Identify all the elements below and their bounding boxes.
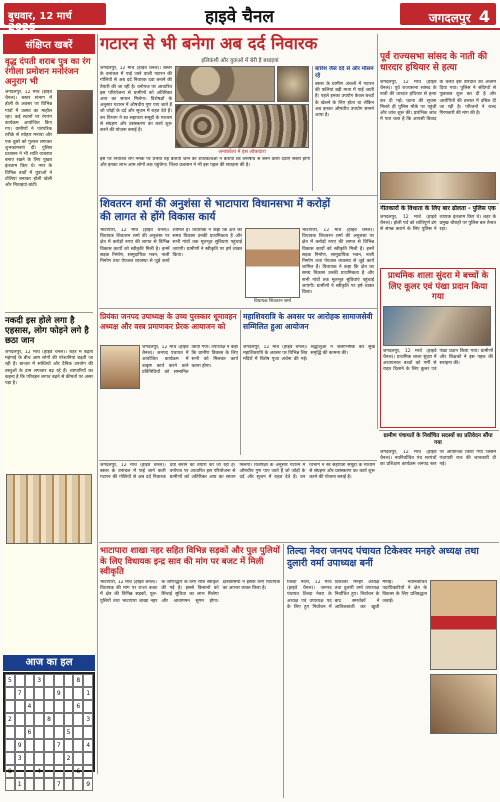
sudoku-cell bbox=[15, 726, 25, 739]
sudoku-cell bbox=[54, 674, 64, 687]
sudoku-cell: 7 bbox=[54, 778, 64, 791]
sudoku-cell bbox=[44, 674, 54, 687]
school-photo bbox=[383, 306, 491, 346]
section-title: संक्षिप्त खबरें bbox=[3, 34, 95, 54]
sudoku-cell: 5 bbox=[64, 726, 74, 739]
sudoku-cell: 8 bbox=[73, 674, 83, 687]
sudoku-cell bbox=[73, 713, 83, 726]
right-headline: पूर्व राज्यसभा सांसद के नाती की धारदार हथियार से हत्या bbox=[380, 52, 488, 73]
masthead bbox=[0, 0, 500, 33]
puzzle-title: आज का हल bbox=[3, 655, 95, 671]
sudoku-cell bbox=[25, 765, 35, 778]
sudoku-cell bbox=[44, 726, 54, 739]
brief-photo-1 bbox=[57, 90, 93, 134]
lead-sidebar-body: बस्तर के ग्रामीण अंचलों में गटारन की फलियां बड़ी मात्रा में पाई जाती हैं। पहले इनका उपयोग केवल बच्चों के खेलने के लिए होता था लेकिन अब इनका औषधीय उपयोग सामने आया है। bbox=[315, 82, 374, 119]
sudoku-cell bbox=[54, 713, 64, 726]
sudoku-cell bbox=[64, 700, 74, 713]
brief-photo-2 bbox=[6, 474, 92, 544]
left-column bbox=[3, 34, 95, 724]
sudoku-cell bbox=[54, 752, 64, 765]
bottom-b-headline: तिल्दा नेवरा जनपद पंचायत टिकेश्वर मनहरे अध्यक्ष तथा दुलारी वर्मा उपाध्यक्ष बनीं bbox=[287, 546, 479, 569]
sudoku-cell bbox=[64, 765, 74, 778]
sudoku-cell: 4 bbox=[83, 739, 93, 752]
sudoku-cell bbox=[83, 674, 93, 687]
bottom-b-photo-2 bbox=[430, 674, 497, 734]
sudoku-cell bbox=[34, 726, 44, 739]
sudoku-cell: 6 bbox=[25, 726, 35, 739]
sudoku-cell bbox=[44, 700, 54, 713]
sudoku-cell bbox=[64, 713, 74, 726]
sudoku-cell bbox=[5, 739, 15, 752]
mid-photo bbox=[245, 228, 300, 298]
lead-body-2: इस पर नियंत्रित रोग नमक पर प्रभाव यह बताया जाने की शोधकर्ताओं ने बताया कि वनौषधि से बनने वाली दवाएं सस्ती होंगी और इनका लाभ आम लोगों तक पहुंचेगा। जिला प्रशासन ने भी इस पहल की सराहना की है। bbox=[100, 157, 310, 169]
school-story-box bbox=[380, 268, 496, 428]
sudoku-cell bbox=[73, 726, 83, 739]
sudoku-cell bbox=[25, 687, 35, 700]
sudoku-cell bbox=[25, 713, 35, 726]
row3-b-body: जगदलपुर, 12 मार्च (हाइवे चैनल)। महाशिवरात्रि के अवसर पर विभिन्न शिव मंदिरों में विशेष पूजा अर्चना की गई। श्रद्धालुओं ने जलाभिषेक कर सुख समृद्धि की कामना की। bbox=[243, 345, 375, 363]
sudoku-cell bbox=[83, 765, 93, 778]
sudoku-cell bbox=[64, 674, 74, 687]
mid-photo-caption: विधायक शिवतरन शर्मा bbox=[253, 299, 292, 304]
sudoku-cell bbox=[34, 687, 44, 700]
sudoku-cell bbox=[15, 674, 25, 687]
sudoku-cell: 7 bbox=[54, 739, 64, 752]
sudoku-cell bbox=[64, 739, 74, 752]
bottom-b-photo bbox=[430, 580, 497, 670]
sudoku-cell: 2 bbox=[64, 752, 74, 765]
lead-kicker: इलिकंशी और युवाओं में बेरी है बधाइयां bbox=[201, 58, 279, 64]
sudoku-cell bbox=[34, 700, 44, 713]
city-banner bbox=[400, 3, 496, 25]
bottom-a-headline: भाटापारा शाखा नहर सहित विभिन्न सड़कों और पुल पुलियों के लिए विधायक इन्द्र साव की मांग पर बजट में मिली स्वीकृति bbox=[100, 546, 280, 577]
mid-body-2: भाटापारा, 12 मार्च (हाइवे चैनल)। विधायक शिवतरन शर्मा की अनुशंसा पर क्षेत्र में करोड़ों रुपए की लागत से विभिन्न विकास कार्यों को स्वीकृति मिली है। इनमें सड़क निर्माण, सामुदायिक भवन, नाली निर्माण तथा पेयजल व्यवस्था से जुड़े कार्य शामिल हैं। विधायक ने कहा कि क्षेत्र का समग्र विकास उनकी प्राथमिकता है और सभी गांवों तक मूलभूत सुविधाएं पहुंचाई जाएंगी। ग्रामीणों ने स्वीकृति पर हर्ष व्यक्त किया। bbox=[302, 228, 374, 296]
row3-c-body: जगदलपुर, 12 मार्च (हाइवे चैनल)। नवनिर्वाचित पंच सरपंचों का प्रशिक्षण कार्यक्रम जनपद स्तर पर आयोजित किया गया जिसमें पंचायती राज की जानकारी दी गई। bbox=[380, 450, 496, 468]
mid-body: भाटापारा, 12 मार्च (हाइवे चैनल)। विधायक शिवतरन शर्मा की अनुशंसा पर क्षेत्र में करोड़ों रुपए की लागत से विभिन्न विकास कार्यों को स्वीकृति मिली है। इनमें सड़क निर्माण, सामुदायिक भवन, नाली निर्माण तथा पेयजल व्यवस्था से जुड़े कार्य शामिल हैं। विधायक ने कहा कि क्षेत्र का समग्र विकास उनकी प्राथमिकता है और सभी गांवों तक मूलभूत सुविधाएं पहुंचाई जाएंगी। ग्रामीणों ने स्वीकृति पर हर्ष व्यक्त किया। bbox=[100, 228, 242, 265]
lead-sidebar bbox=[312, 66, 374, 191]
right-body: जगदलपुर, 12 मार्च (हाइवे चैनल)। पूर्व राज्यसभा सांसद के नाती की धारदार हथियार से हत्या कर दी गई। घटना की सूचना मिलते ही पुलिस मौके पर पहुंची और जांच शुरू की। प्रारंभिक जांच में पता चला है कि आपसी विवाद के चलते इस वारदात को अंजाम दिया गया। पुलिस ने संदिग्धों से पूछताछ शुरू कर दी है और आरोपियों की तलाश में दबिश दी जा रही है। परिजनों ने जल्द गिरफ्तारी की मांग की है। bbox=[380, 80, 496, 123]
row3-a-headline: प्रियंका जनपद उपाध्यक्ष के उच्च पुरस्कार धूमावहन अध्यक्ष और वस्त्र प्रमाणकर प्रेरक आयाजन को bbox=[100, 312, 237, 331]
city-name: जगदलपुर bbox=[428, 11, 471, 25]
sudoku-cell bbox=[44, 778, 54, 791]
row3-a-photo bbox=[100, 345, 140, 389]
sudoku-cell: 5 bbox=[5, 674, 15, 687]
mid-headline: शिवतरन शर्मा की अनुशंसा से भाटापारा विधानसभा में करोड़ों की लागत से होंगे विकास कार्य bbox=[100, 198, 331, 223]
brief-headline-2: नकदी इस होले लगा है एहसास, लोग फोड़ने लगे है छठा जान bbox=[5, 312, 93, 346]
lead-photo-caption: अनाकोला में इस लोकचारा bbox=[218, 149, 266, 155]
lead-sidebar-headline: बारिश जैसे दर्द से और मौसम रहे bbox=[315, 66, 374, 79]
row3-continued: जगदलपुर, 12 मार्च (हाइवे चैनल)। बस्तर के वनांचल में पाई जाने वाली गटारन की गोलियों से अब दर्द निवारक दवा बनाने की तैयारी की जा रही है। वनोपज पर आधारित इस परियोजना से ग्रामीणों को अतिरिक्त आय का साधन मिलेगा। विशेषज्ञों के अनुसार गटारन में औषधीय गुण पाए जाते हैं जो जोड़ों के दर्द और सूजन में राहत देते हैं। वन विभाग ने स्व सहायता समूहों के माध्यम से संग्रहण और प्रसंस्करण का कार्य शुरू करने की योजना बनाई है। bbox=[100, 463, 375, 481]
sudoku-cell bbox=[25, 752, 35, 765]
mid-right-story bbox=[380, 205, 496, 265]
sudoku-cell bbox=[34, 778, 44, 791]
sudoku-cell bbox=[34, 752, 44, 765]
sudoku-cell: 9 bbox=[83, 778, 93, 791]
sudoku-cell: 1 bbox=[83, 687, 93, 700]
sudoku-cell: 3 bbox=[83, 713, 93, 726]
sudoku-cell: 6 bbox=[73, 700, 83, 713]
sudoku-cell bbox=[5, 778, 15, 791]
mid-right-body: जगदलपुर, 12 मार्च (हाइवे चैनल)। होली पर्व को शांतिपूर्ण ढंग से संपन्न कराने के लिए पुलिस ने व्यापक इंतजाम किए थे। शहर के प्रमुख चौराहों पर पुलिस बल तैनात रहा। bbox=[380, 214, 496, 232]
school-body: जगदलपुर, 12 मार्च (हाइवे चैनल)। प्राथमिक शाला सुंदरा में अध्ययनरत बच्चों को गर्मी से राहत दिलाने के लिए कूलर एवं पंखा प्रदान किया गया। ग्रामीणों और शिक्षकों ने इस पहल की सराहना की। bbox=[383, 348, 493, 373]
sudoku-cell: 9 bbox=[15, 739, 25, 752]
lead-body: जगदलपुर, 12 मार्च (हाइवे चैनल)। बस्तर के वनांचल में पाई जाने वाली गटारन की गोलियों से अब दर्द निवारक दवा बनाने की तैयारी की जा रही है। वनोपज पर आधारित इस परियोजना से ग्रामीणों को अतिरिक्त आय का साधन मिलेगा। विशेषज्ञों के अनुसार गटारन में औषधीय गुण पाए जाते हैं जो जोड़ों के दर्द और सूजन में राहत देते हैं। वन विभाग ने स्व सहायता समूहों के माध्यम से संग्रहण और प्रसंस्करण का कार्य शुरू करने की योजना बनाई है। bbox=[100, 66, 172, 134]
sudoku-cell: 1 bbox=[15, 778, 25, 791]
sudoku-cell: 4 bbox=[34, 765, 44, 778]
sudoku-cell bbox=[83, 726, 93, 739]
sudoku-cell bbox=[34, 739, 44, 752]
sudoku-cell bbox=[15, 713, 25, 726]
sudoku-cell bbox=[73, 752, 83, 765]
newspaper-name: हाइवे चैनल bbox=[205, 7, 274, 27]
bottom-a-body: भाटापारा, 12 मार्च (हाइवे चैनल)। विधायक की मांग पर राज्य बजट में क्षेत्र की विभिन्न सड़कों, पुल-पुलियों तथा भाटापारा शाखा नहर के जीर्णोद्धार के लिए राशि स्वीकृत की गई है। इससे किसानों को सिंचाई सुविधा का लाभ मिलेगा और आवागमन सुगम होगा। क्षेत्रवासियों ने इसके लिए विधायक का आभार व्यक्त किया है। bbox=[100, 580, 280, 604]
sudoku-cell: 6 bbox=[73, 765, 83, 778]
row3-c-headline: ग्रामीण पंचायतों के निर्वाचित सदस्यों का प्रतिवेदन सौंपा गया bbox=[383, 433, 493, 446]
sudoku-cell bbox=[25, 778, 35, 791]
sudoku-cell bbox=[73, 739, 83, 752]
sudoku-grid bbox=[3, 672, 95, 788]
school-headline: प्राथमिक शाला सुंदरा मे बच्चों के लिए कूलर एवं पंखा प्रदान किया गया bbox=[387, 271, 489, 302]
sudoku-cell bbox=[64, 687, 74, 700]
row3-b-headline: महाशिवरात्रि के अवसर पर आरोहक सामाजसेवी सम्मिलित हुआ आयोजन bbox=[243, 312, 373, 331]
brief-headline-1: वृद्ध दंपती शराब पुत्र का रंग रंगीला प्रमोशन मनोरंजन अनुराग भी bbox=[5, 57, 91, 87]
sudoku-cell bbox=[5, 752, 15, 765]
lead-photo-1 bbox=[175, 66, 275, 102]
sudoku-cell bbox=[34, 713, 44, 726]
sudoku-cell: 4 bbox=[25, 700, 35, 713]
sudoku-cell: 2 bbox=[5, 713, 15, 726]
mid-right-headline: गीतकारों के विधाता के लिए बार ढोलता - पुलिस एक bbox=[380, 205, 496, 212]
brief-body-2: जगदलपुर, 12 मार्च (हाइवे चैनल)। शहर में बढ़ती महंगाई के बीच आम लोगों की परेशानियां बढ़ती जा रही हैं। बाजार में सब्जियों और दैनिक उपयोग की वस्तुओं के दाम लगातार बढ़ रहे हैं। व्यापारियों का कहना है कि परिवहन लागत बढ़ने से कीमतों पर असर पड़ा है। bbox=[5, 350, 93, 387]
sudoku-cell: 3 bbox=[15, 752, 25, 765]
sudoku-cell: 8 bbox=[44, 713, 54, 726]
lead-photo-2 bbox=[277, 66, 309, 102]
sudoku-cell bbox=[54, 765, 64, 778]
bottom-b-body: तिल्दा नेवरा, 12 मार्च (हाइवे चैनल)। जनपद पंचायत तिल्दा नेवरा के अध्यक्ष एवं उपाध्यक्ष पद के लिए हुए निर्वाचन में टिकेश्वर मनहरे अध्यक्ष तथा दुलारी वर्मा उपाध्यक्ष निर्वाचित हुए। निर्वाचन के बाद समर्थकों ने आतिशबाजी कर खुशी मनाई। नवनिर्वाचित पदाधिकारियों ने क्षेत्र के विकास के लिए प्रतिबद्धता जताई। bbox=[287, 580, 427, 610]
sudoku-cell bbox=[5, 687, 15, 700]
sudoku-cell bbox=[15, 765, 25, 778]
sudoku-cell bbox=[44, 687, 54, 700]
lead-photo-3 bbox=[175, 104, 309, 148]
sudoku-cell bbox=[25, 674, 35, 687]
sudoku-cell bbox=[83, 752, 93, 765]
brief-body-1: जगदलपुर, 12 मार्च (हाइवे चैनल)। बस्तर संभाग में होली के अवसर पर विभिन्न गांवों में उत्सव का माहौल रहा। कई स्थानों पर रंगारंग कार्यक्रम आयोजित किए गए। ग्रामीणों ने पारंपरिक तरीके से त्योहार मनाया और एक दूसरे को गुलाल लगाकर शुभकामनाएं दीं। पुलिस प्रशासन ने भी शांति व्यवस्था बनाए रखने के लिए पुख्ता इंतजाम किए थे। नगर के विभिन्न वार्डों में युवाओं ने टोलियां बनाकर होली खेली और मिठाइयां बांटीं। bbox=[5, 90, 52, 189]
page-number: 4 bbox=[478, 7, 490, 26]
sudoku-cell bbox=[44, 765, 54, 778]
sudoku-cell bbox=[54, 726, 64, 739]
row3-a-body: जगदलपुर, 12 मार्च (हाइवे चैनल)। जनपद पंचायत में आयोजित कार्यक्रम में उत्कृष्ट कार्य करने वाले प्रतिनिधियों को सम्मानित किया गया। उपाध्यक्ष ने कहा कि ग्रामीण विकास के लिए सभी को मिलकर कार्य करना होगा। bbox=[142, 345, 238, 375]
sudoku-cell bbox=[5, 726, 15, 739]
sudoku-cell bbox=[64, 778, 74, 791]
sudoku-cell bbox=[44, 752, 54, 765]
right-photo bbox=[380, 172, 496, 200]
sudoku-cell: 3 bbox=[34, 674, 44, 687]
sudoku-cell bbox=[83, 700, 93, 713]
sudoku-cell bbox=[5, 700, 15, 713]
sudoku-cell bbox=[73, 687, 83, 700]
sudoku-cell bbox=[73, 778, 83, 791]
sudoku-cell bbox=[54, 700, 64, 713]
issue-date: बुधवार, 12 मार्च 2025 bbox=[4, 3, 106, 25]
lead-headline: गटारन से भी बनेगा अब दर्द निवारक bbox=[100, 34, 318, 53]
sudoku-cell: 7 bbox=[15, 687, 25, 700]
sudoku-cell bbox=[25, 739, 35, 752]
sudoku-cell bbox=[44, 739, 54, 752]
sudoku-cell: 8 bbox=[5, 765, 15, 778]
sudoku-cell bbox=[15, 700, 25, 713]
sudoku-cell: 9 bbox=[54, 687, 64, 700]
